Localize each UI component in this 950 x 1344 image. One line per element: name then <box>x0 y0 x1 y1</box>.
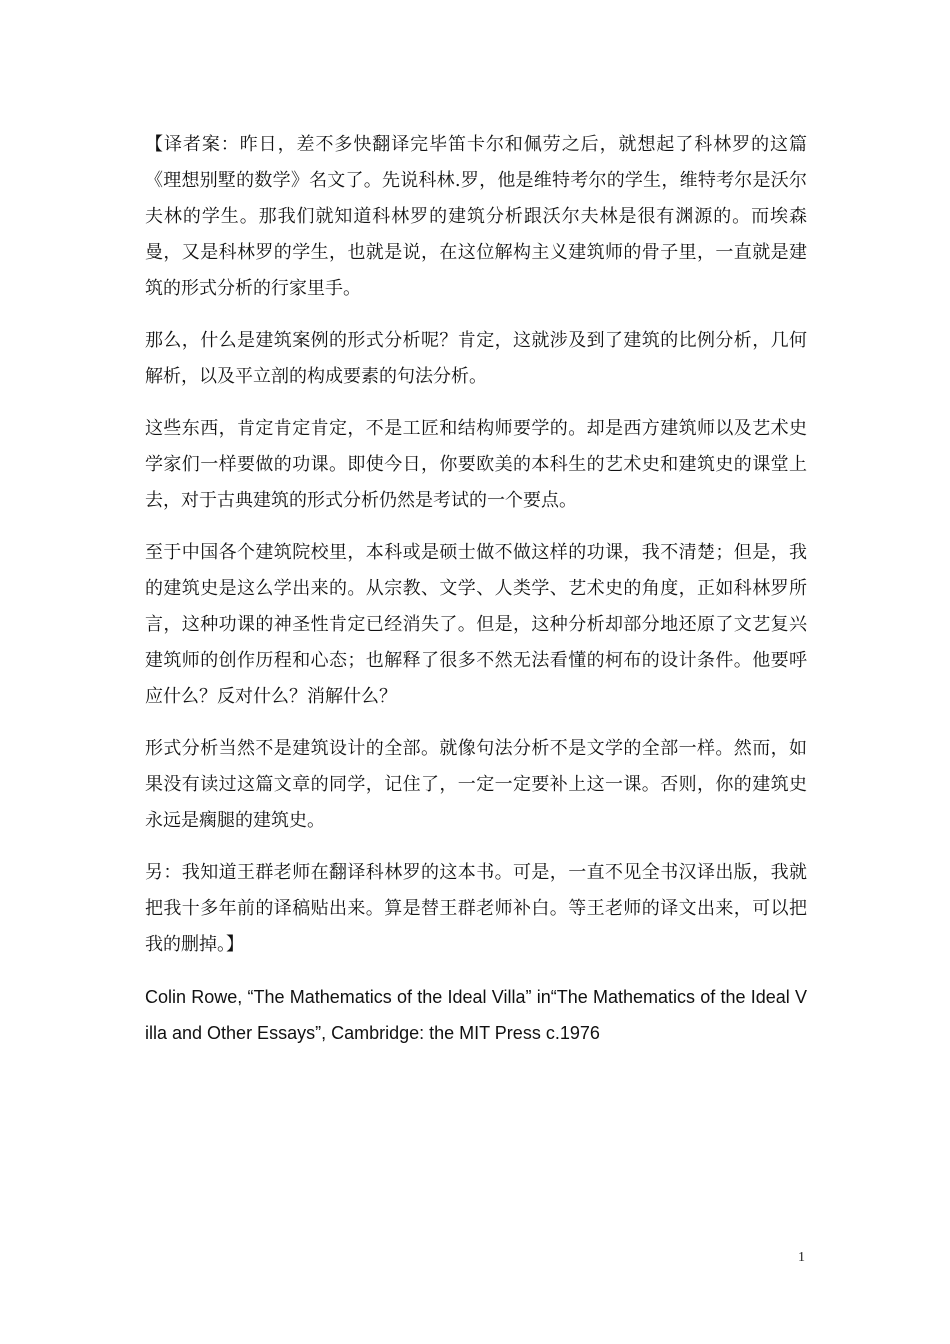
body-paragraph: 至于中国各个建筑院校里，本科或是硕士做不做这样的功课，我不清楚；但是，我的建筑史是这么学出来的。从宗教、文学、人类学、艺术史的角度，正如科林罗所言，这种功课的神圣性肯定已经消失了。但是，这种分析却部分地还原了文艺复兴建筑师的创作历程和心态；也解释了很多不然无法看懂的柯布的设计条件。他要呼应什么？反对什么？消解什么？ <box>145 542 807 707</box>
document-body <box>145 127 807 1051</box>
translator-note-paragraph: 【译者案：昨日，差不多快翻译完毕笛卡尔和佩劳之后，就想起了科林罗的这篇《理想别墅的数学》名文了。先说科林.罗，他是维特考尔的学生，维特考尔是沃尔夫林的学生。那我们就知道科林罗的建筑分析跟沃尔夫林是很有渊源的。而埃森曼，又是科林罗的学生，也就是说，在这位解构主义建筑师的骨子里，一直就是建筑的形式分析的行家里手。 <box>145 134 807 299</box>
body-paragraph: 那么，什么是建筑案例的形式分析呢？肯定，这就涉及到了建筑的比例分析，几何解析，以及平立剖的构成要素的句法分析。 <box>145 330 807 387</box>
body-paragraph: 另：我知道王群老师在翻译科林罗的这本书。可是，一直不见全书汉译出版，我就把我十多年前的译稿贴出来。算是替王群老师补白。等王老师的译文出来，可以把我的删掉。】 <box>145 862 807 955</box>
body-paragraph: 这些东西，肯定肯定肯定，不是工匠和结构师要学的。却是西方建筑师以及艺术史学家们一样要做的功课。即使今日，你要欧美的本科生的艺术史和建筑史的课堂上去，对于古典建筑的形式分析仍然是考试的一个要点。 <box>145 418 807 511</box>
body-paragraph: 形式分析当然不是建筑设计的全部。就像句法分析不是文学的全部一样。然而，如果没有读过这篇文章的同学，记住了，一定一定要补上这一课。否则，你的建筑史永远是瘸腿的建筑史。 <box>145 738 807 831</box>
citation: Colin Rowe, “The Mathematics of the Ideal Villa” in“The Mathematics of the Ideal Villa and Other Essays”, Cambridge: the MIT Press c.1976 <box>145 987 807 1043</box>
page-number: 1 <box>798 1250 805 1265</box>
